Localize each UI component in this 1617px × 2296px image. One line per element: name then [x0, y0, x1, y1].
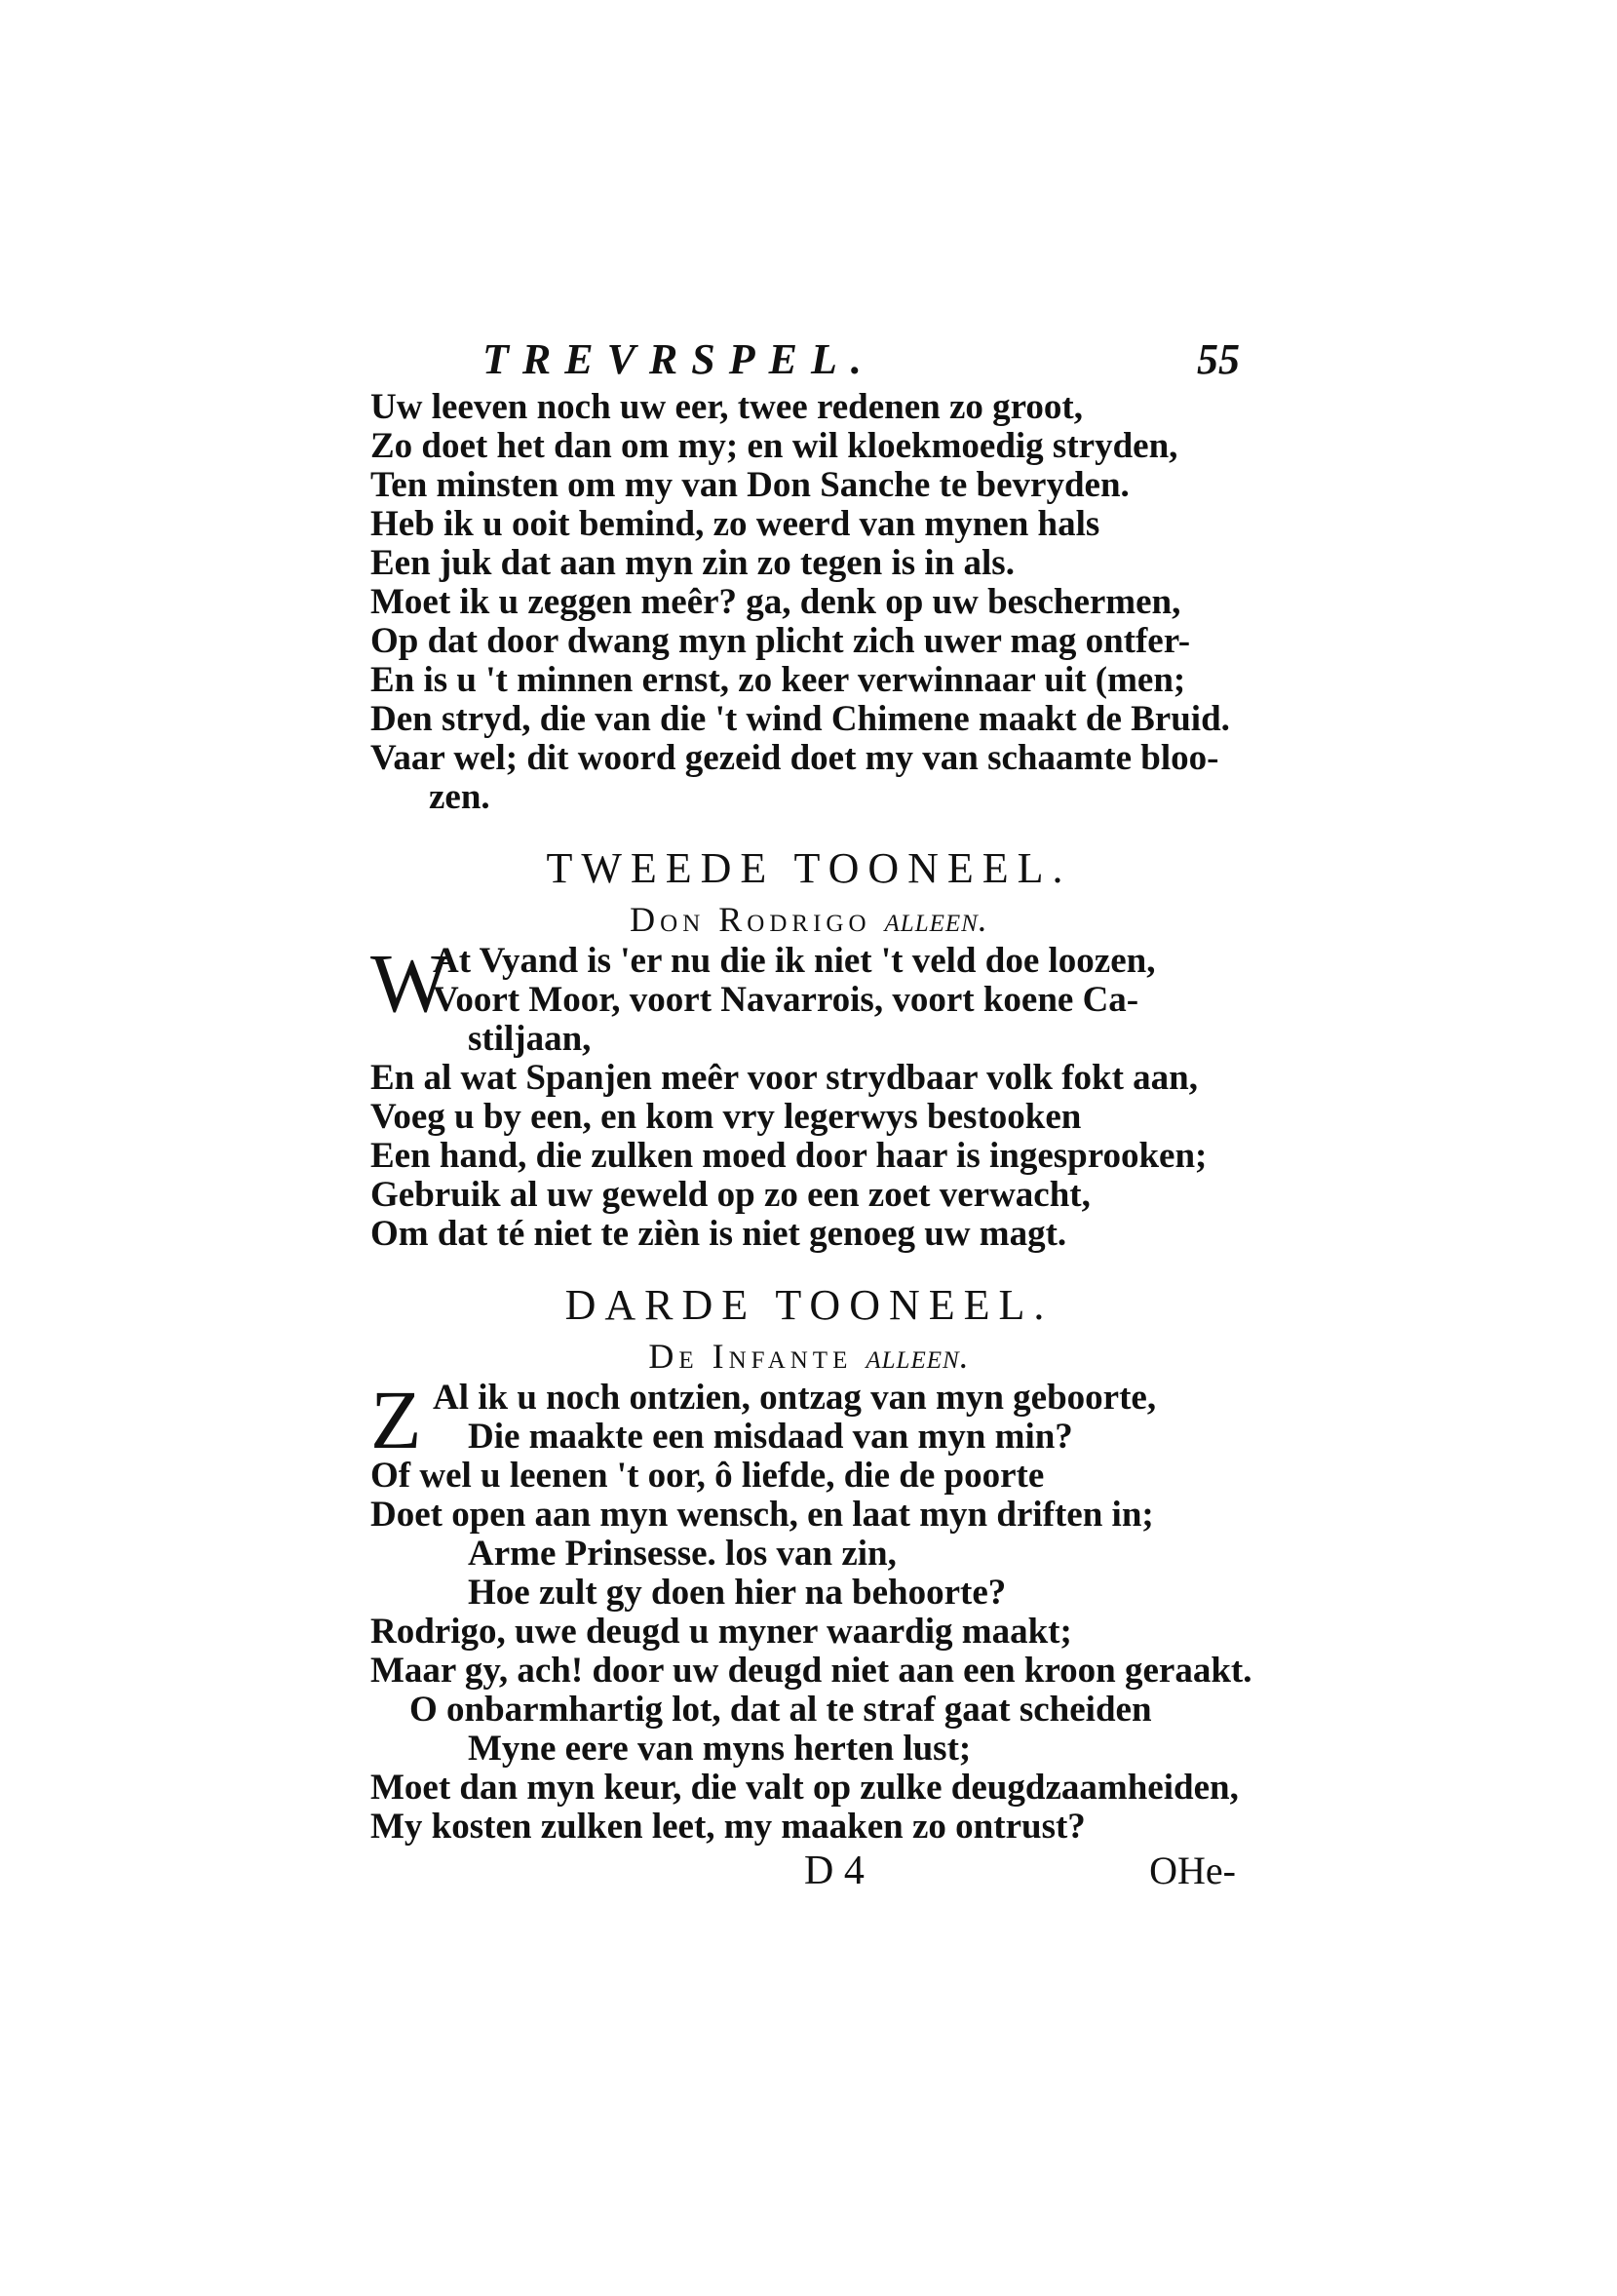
scene-3-speaker	[370, 1334, 1248, 1379]
verse-line: O onbarmhartig lot, dat al te straf gaat scheiden	[409, 1690, 1152, 1730]
text-block	[370, 331, 1252, 1895]
page-footer	[370, 1847, 1248, 1895]
verse-line: Uw leeven noch uw eer, twee redenen zo groot,	[370, 387, 1083, 427]
verse-line: Vaar wel; dit woord gezeid doet my van schaamte bloo-	[370, 738, 1219, 778]
speaker-name: De Infante	[648, 1337, 853, 1376]
verse-line: My kosten zulken leet, my maaken zo ontrust?	[370, 1807, 1086, 1847]
verse-line: Maar gy, ach! door uw deugd niet aan een kroon geraakt.	[370, 1651, 1252, 1691]
scene-2-speaker	[370, 897, 1248, 942]
scene-3-verse	[370, 1373, 1248, 1466]
verse-line: En al wat Spanjen meêr voor strydbaar volk fokt aan,	[370, 1058, 1199, 1098]
speaker-name: Don Rodrigo	[630, 900, 871, 939]
verse-line: Die maakte een misdaad van myn min?	[468, 1417, 1073, 1457]
verse-line: Een hand, die zulken moed door haar is ingesprooken;	[370, 1136, 1208, 1176]
drop-cap: W	[370, 936, 450, 1030]
verse-section-1	[370, 388, 1248, 817]
verse-line: Om dat té niet te zièn is niet genoeg uw magt.	[370, 1214, 1067, 1254]
verse-line: Ten minsten om my van Don Sanche te bevryden.	[370, 465, 1130, 505]
verse-line: Den stryd, die van die 't wind Chimene maakt de Bruid.	[370, 699, 1230, 739]
verse-line: Voort Moor, voort Navarrois, voort koene Ca-	[433, 980, 1139, 1020]
scene-3-title: DARDE TOONEEL.	[564, 1281, 1054, 1329]
scene-2-title: TWEEDE TOONEEL.	[546, 844, 1072, 892]
verse-line: Arme Prinsesse. los van zin,	[468, 1534, 897, 1574]
verse-line: zen.	[429, 777, 490, 817]
verse-line: stiljaan,	[468, 1019, 592, 1059]
speaker-note: alleen.	[866, 1337, 970, 1376]
verse-line: Voeg u by een, en kom vry legerwys bestooken	[370, 1097, 1082, 1137]
running-title: TREVRSPEL.	[482, 335, 875, 383]
scene-3-verse-cont	[370, 1456, 1252, 1847]
speaker-note: alleen.	[884, 900, 988, 939]
verse-line: Al ik u noch ontzien, ontzag van myn geboorte,	[433, 1378, 1157, 1418]
scene-2-verse	[370, 936, 1248, 1059]
drop-cap: Z	[370, 1373, 422, 1466]
verse-line: Hoe zult gy doen hier na behoorte?	[468, 1573, 1007, 1613]
verse-line: Moet dan myn keur, die valt op zulke deugdzaamheiden,	[370, 1768, 1239, 1808]
verse-line: Een juk dat aan myn zin zo tegen is in als.	[370, 543, 1015, 583]
verse-line: Gebruik al uw geweld op zo een zoet verwacht,	[370, 1175, 1091, 1215]
catchword: OHe-	[1149, 1848, 1236, 1892]
signature-mark: D 4	[804, 1848, 865, 1893]
verse-line: En is u 't minnen ernst, zo keer verwinnaar uit (men;	[370, 660, 1186, 700]
verse-line: Zo doet het dan om my; en wil kloekmoedig stryden,	[370, 426, 1178, 466]
verse-line: Doet open aan myn wensch, en laat myn driften in;	[370, 1495, 1154, 1535]
page-number: 55	[1197, 335, 1240, 383]
verse-line: At Vyand is 'er nu die ik niet 't veld doe loozen,	[433, 941, 1156, 981]
verse-line: Op dat door dwang myn plicht zich uwer mag ontfer-	[370, 621, 1191, 661]
verse-line: Of wel u leenen 't oor, ô liefde, die de poorte	[370, 1456, 1045, 1496]
verse-line: Myne eere van myns herten lust;	[468, 1729, 972, 1769]
verse-line: Rodrigo, uwe deugd u myner waardig maakt;	[370, 1612, 1072, 1652]
verse-line: Heb ik u ooit bemind, zo weerd van mynen hals	[370, 504, 1100, 544]
scene-2-verse-cont	[370, 1059, 1248, 1254]
verse-line: Moet ik u zeggen meêr? ga, denk op uw beschermen,	[370, 582, 1181, 622]
running-head	[370, 331, 1248, 388]
